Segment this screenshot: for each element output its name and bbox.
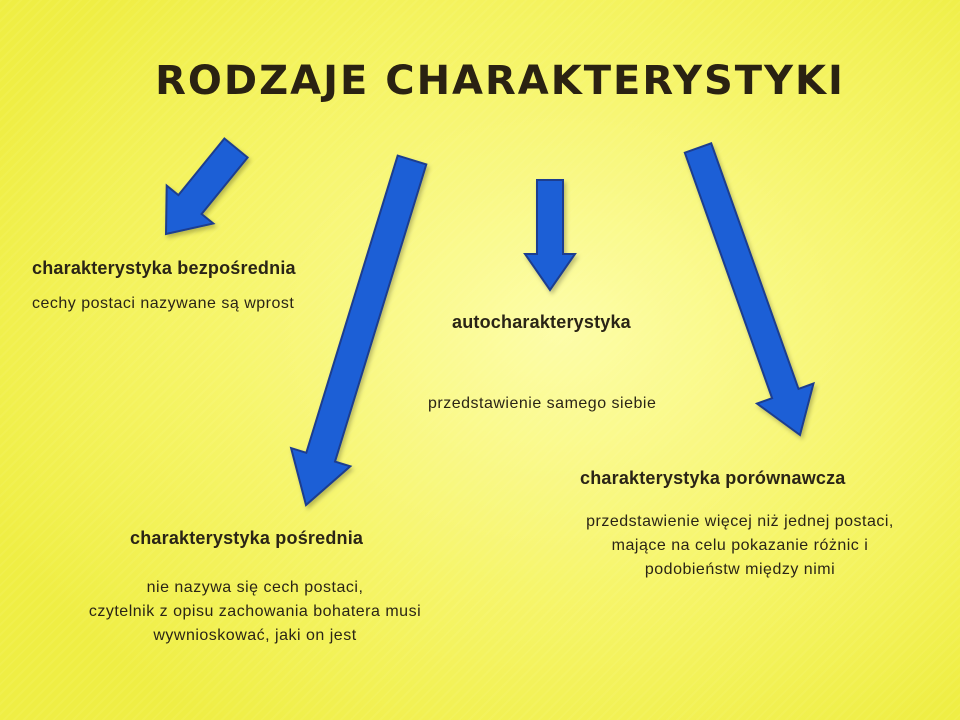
desc-comparative-line: podobieństw między nimi xyxy=(644,561,836,578)
arrow-to-indirect xyxy=(291,156,426,505)
heading-auto: autocharakterystyka xyxy=(452,312,631,332)
desc-auto-line: przedstawienie samego siebie xyxy=(428,395,657,412)
desc-comparative-line: mające na celu pokazanie różnic i xyxy=(611,537,869,554)
desc-direct-line: cechy postaci nazywane są wprost xyxy=(32,295,295,312)
desc-auto xyxy=(428,344,656,464)
desc-comparative xyxy=(545,510,935,582)
heading-direct: charakterystyka bezpośrednia xyxy=(32,258,296,278)
desc-indirect-line: czytelnik z opisu zachowania bohatera musi xyxy=(88,603,422,620)
heading-comparative: charakterystyka porównawcza xyxy=(580,468,846,488)
arrow-to-direct xyxy=(166,139,248,235)
arrow-to-comparative xyxy=(685,143,814,435)
desc-indirect xyxy=(40,576,470,648)
arrow-to-auto xyxy=(525,180,575,290)
desc-comparative-line: przedstawienie więcej niż jednej postaci, xyxy=(586,513,894,530)
desc-indirect-line: nie nazywa się cech postaci, xyxy=(146,579,364,596)
desc-direct xyxy=(32,292,294,316)
page-title: RODZAJE CHARAKTERYSTYKI xyxy=(155,58,845,104)
heading-indirect: charakterystyka pośrednia xyxy=(130,528,364,548)
desc-indirect-line: wywnioskować, jaki on jest xyxy=(153,627,357,644)
